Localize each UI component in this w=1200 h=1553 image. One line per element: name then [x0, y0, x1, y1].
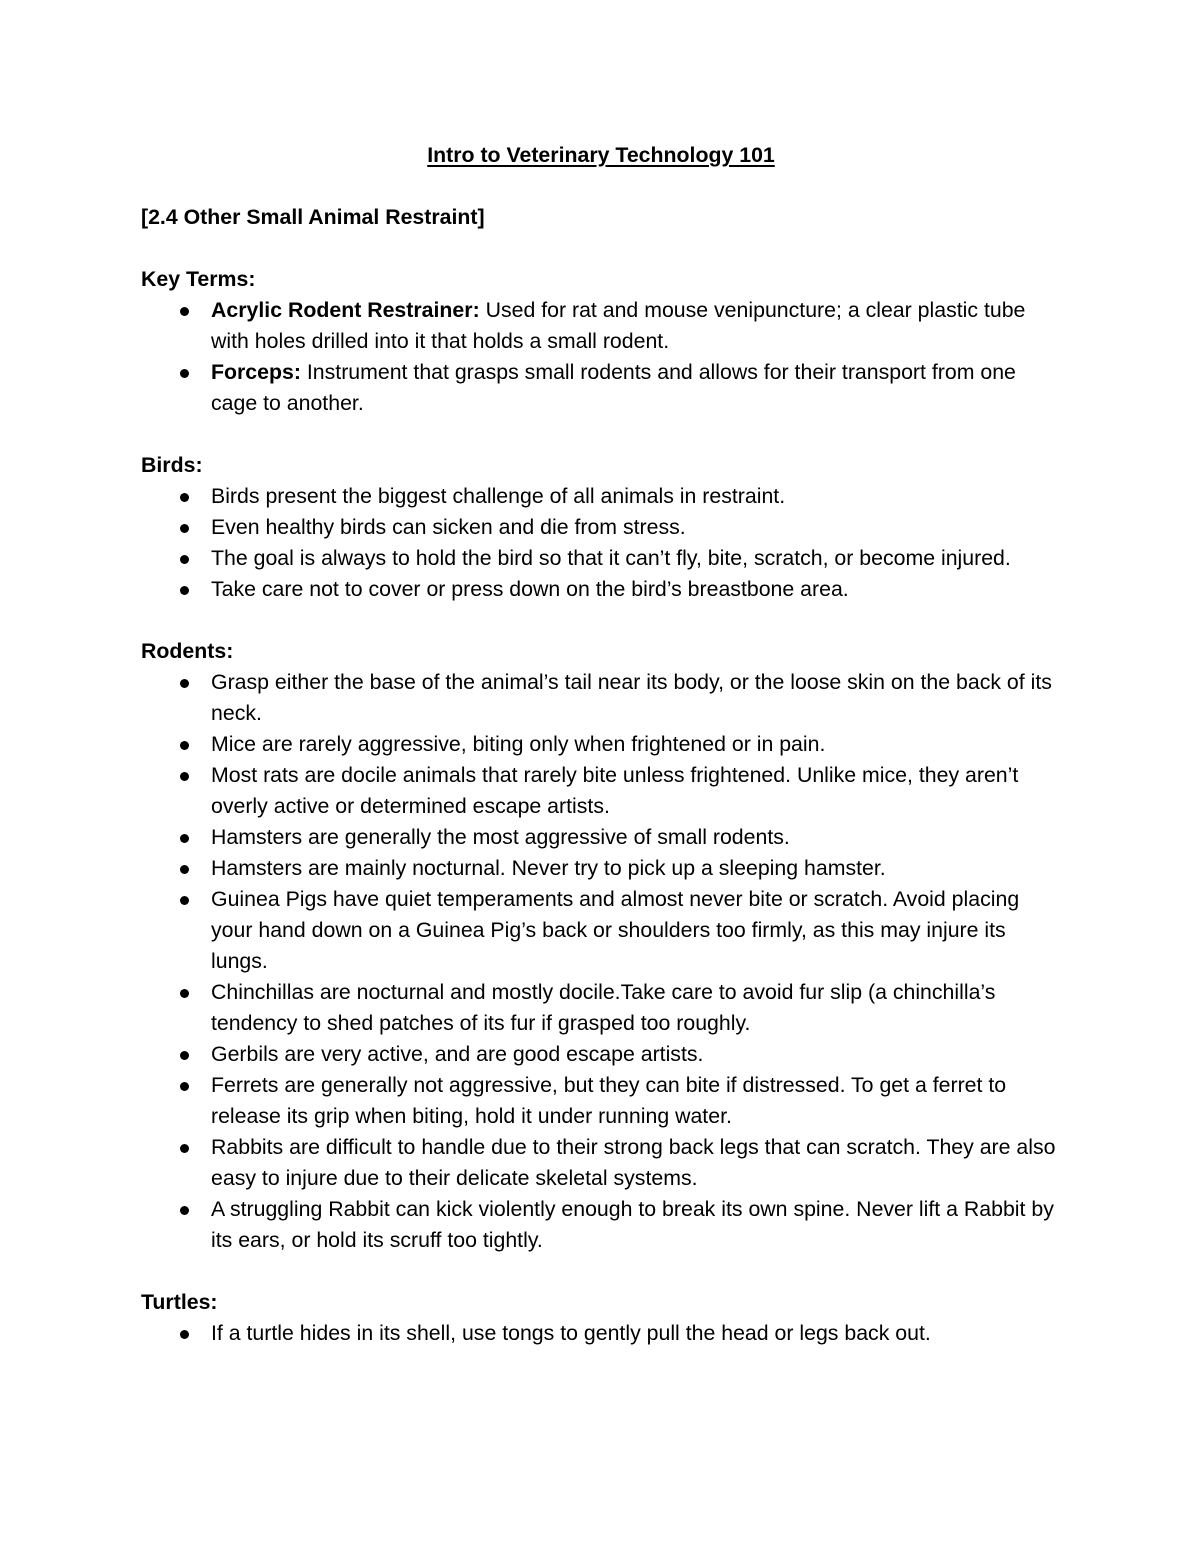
- bullet-icon: [180, 679, 189, 688]
- key-terms-list: [141, 295, 1061, 419]
- list-item-text: The goal is always to hold the bird so that it can’t fly, bite, scratch, or become injured.: [211, 546, 1011, 570]
- spacer: [141, 605, 1061, 636]
- rodents-heading: Rodents:: [141, 639, 234, 663]
- bullet-icon: [180, 1051, 189, 1060]
- key-term: Acrylic Rodent Restrainer:: [211, 298, 480, 322]
- list-item: [141, 822, 1061, 853]
- bullet-icon: [180, 1082, 189, 1091]
- list-item: [141, 543, 1061, 574]
- document-title: Intro to Veterinary Technology 101: [427, 143, 775, 167]
- list-item-text: Rabbits are difficult to handle due to their strong back legs that can scratch. They are also easy to injure due to their delicate skeletal systems.: [211, 1135, 1056, 1190]
- list-item: [141, 853, 1061, 884]
- list-item-text: Gerbils are very active, and are good escape artists.: [211, 1042, 704, 1066]
- list-item: [141, 977, 1061, 1039]
- bullet-icon: [180, 1206, 189, 1215]
- birds-heading: Birds:: [141, 453, 203, 477]
- list-item: [141, 574, 1061, 605]
- list-item: [141, 1318, 1061, 1349]
- bullet-icon: [180, 524, 189, 533]
- bullet-icon: [180, 1144, 189, 1153]
- list-item-text: Hamsters are generally the most aggressive of small rodents.: [211, 825, 790, 849]
- key-term-definition: Used for rat and mouse venipuncture; a clear plastic tube with holes drilled into it that holds a small rodent.: [211, 298, 1026, 353]
- list-item-text: A struggling Rabbit can kick violently enough to break its own spine. Never lift a Rabbit by its ears, or hold its scruff too tightly.: [211, 1197, 1054, 1252]
- bullet-icon: [180, 989, 189, 998]
- bullet-icon: [180, 307, 189, 316]
- key-terms-heading: Key Terms:: [141, 267, 256, 291]
- list-item: [141, 512, 1061, 543]
- bullet-icon: [180, 865, 189, 874]
- list-item: [141, 1194, 1061, 1256]
- list-item: [141, 760, 1061, 822]
- document-page: [141, 140, 1061, 1349]
- list-item-text: Mice are rarely aggressive, biting only when frightened or in pain.: [211, 732, 826, 756]
- list-item-text: Most rats are docile animals that rarely bite unless frightened. Unlike mice, they aren’t overly active or determined escape artists.: [211, 763, 1019, 818]
- list-item: [141, 1132, 1061, 1194]
- spacer: [141, 1256, 1061, 1287]
- turtles-heading: Turtles:: [141, 1290, 218, 1314]
- bullet-icon: [180, 493, 189, 502]
- list-item-text: Even healthy birds can sicken and die from stress.: [211, 515, 686, 539]
- bullet-icon: [180, 1330, 189, 1339]
- list-item: [141, 295, 1061, 357]
- list-item-text: Grasp either the base of the animal’s tail near its body, or the loose skin on the back of its neck.: [211, 670, 1052, 725]
- spacer: [141, 171, 1061, 202]
- bullet-icon: [180, 555, 189, 564]
- list-item: [141, 1070, 1061, 1132]
- list-item: [141, 357, 1061, 419]
- list-item: [141, 884, 1061, 977]
- bullet-icon: [180, 896, 189, 905]
- list-item-text: Chinchillas are nocturnal and mostly docile.Take care to avoid fur slip (a chinchilla’s tendency to shed patches of its fur if grasped too roughly.: [211, 980, 996, 1035]
- list-item-text: Birds present the biggest challenge of all animals in restraint.: [211, 484, 786, 508]
- list-item-text: Hamsters are mainly nocturnal. Never try to pick up a sleeping hamster.: [211, 856, 886, 880]
- list-item-text: Ferrets are generally not aggressive, but they can bite if distressed. To get a ferret to release its grip when biting, hold it under running water.: [211, 1073, 1007, 1128]
- bullet-icon: [180, 772, 189, 781]
- list-item: [141, 1039, 1061, 1070]
- bullet-icon: [180, 834, 189, 843]
- birds-list: [141, 481, 1061, 605]
- key-term-definition: Instrument that grasps small rodents and allows for their transport from one cage to another.: [211, 360, 1016, 415]
- key-term: Forceps:: [211, 360, 301, 384]
- bullet-icon: [180, 586, 189, 595]
- rodents-list: [141, 667, 1061, 1256]
- list-item: [141, 481, 1061, 512]
- list-item-text: If a turtle hides in its shell, use tongs to gently pull the head or legs back out.: [211, 1321, 931, 1345]
- bullet-icon: [180, 369, 189, 378]
- spacer: [141, 419, 1061, 450]
- bullet-icon: [180, 741, 189, 750]
- list-item: [141, 729, 1061, 760]
- list-item: [141, 667, 1061, 729]
- turtles-list: [141, 1318, 1061, 1349]
- section-label: [2.4 Other Small Animal Restraint]: [141, 205, 485, 229]
- list-item-text: Take care not to cover or press down on the bird’s breastbone area.: [211, 577, 849, 601]
- spacer: [141, 233, 1061, 264]
- list-item-text: Guinea Pigs have quiet temperaments and almost never bite or scratch. Avoid placing your hand down on a Guinea Pig’s back or shoulders too firmly, as this may injure its lungs.: [211, 887, 1020, 973]
